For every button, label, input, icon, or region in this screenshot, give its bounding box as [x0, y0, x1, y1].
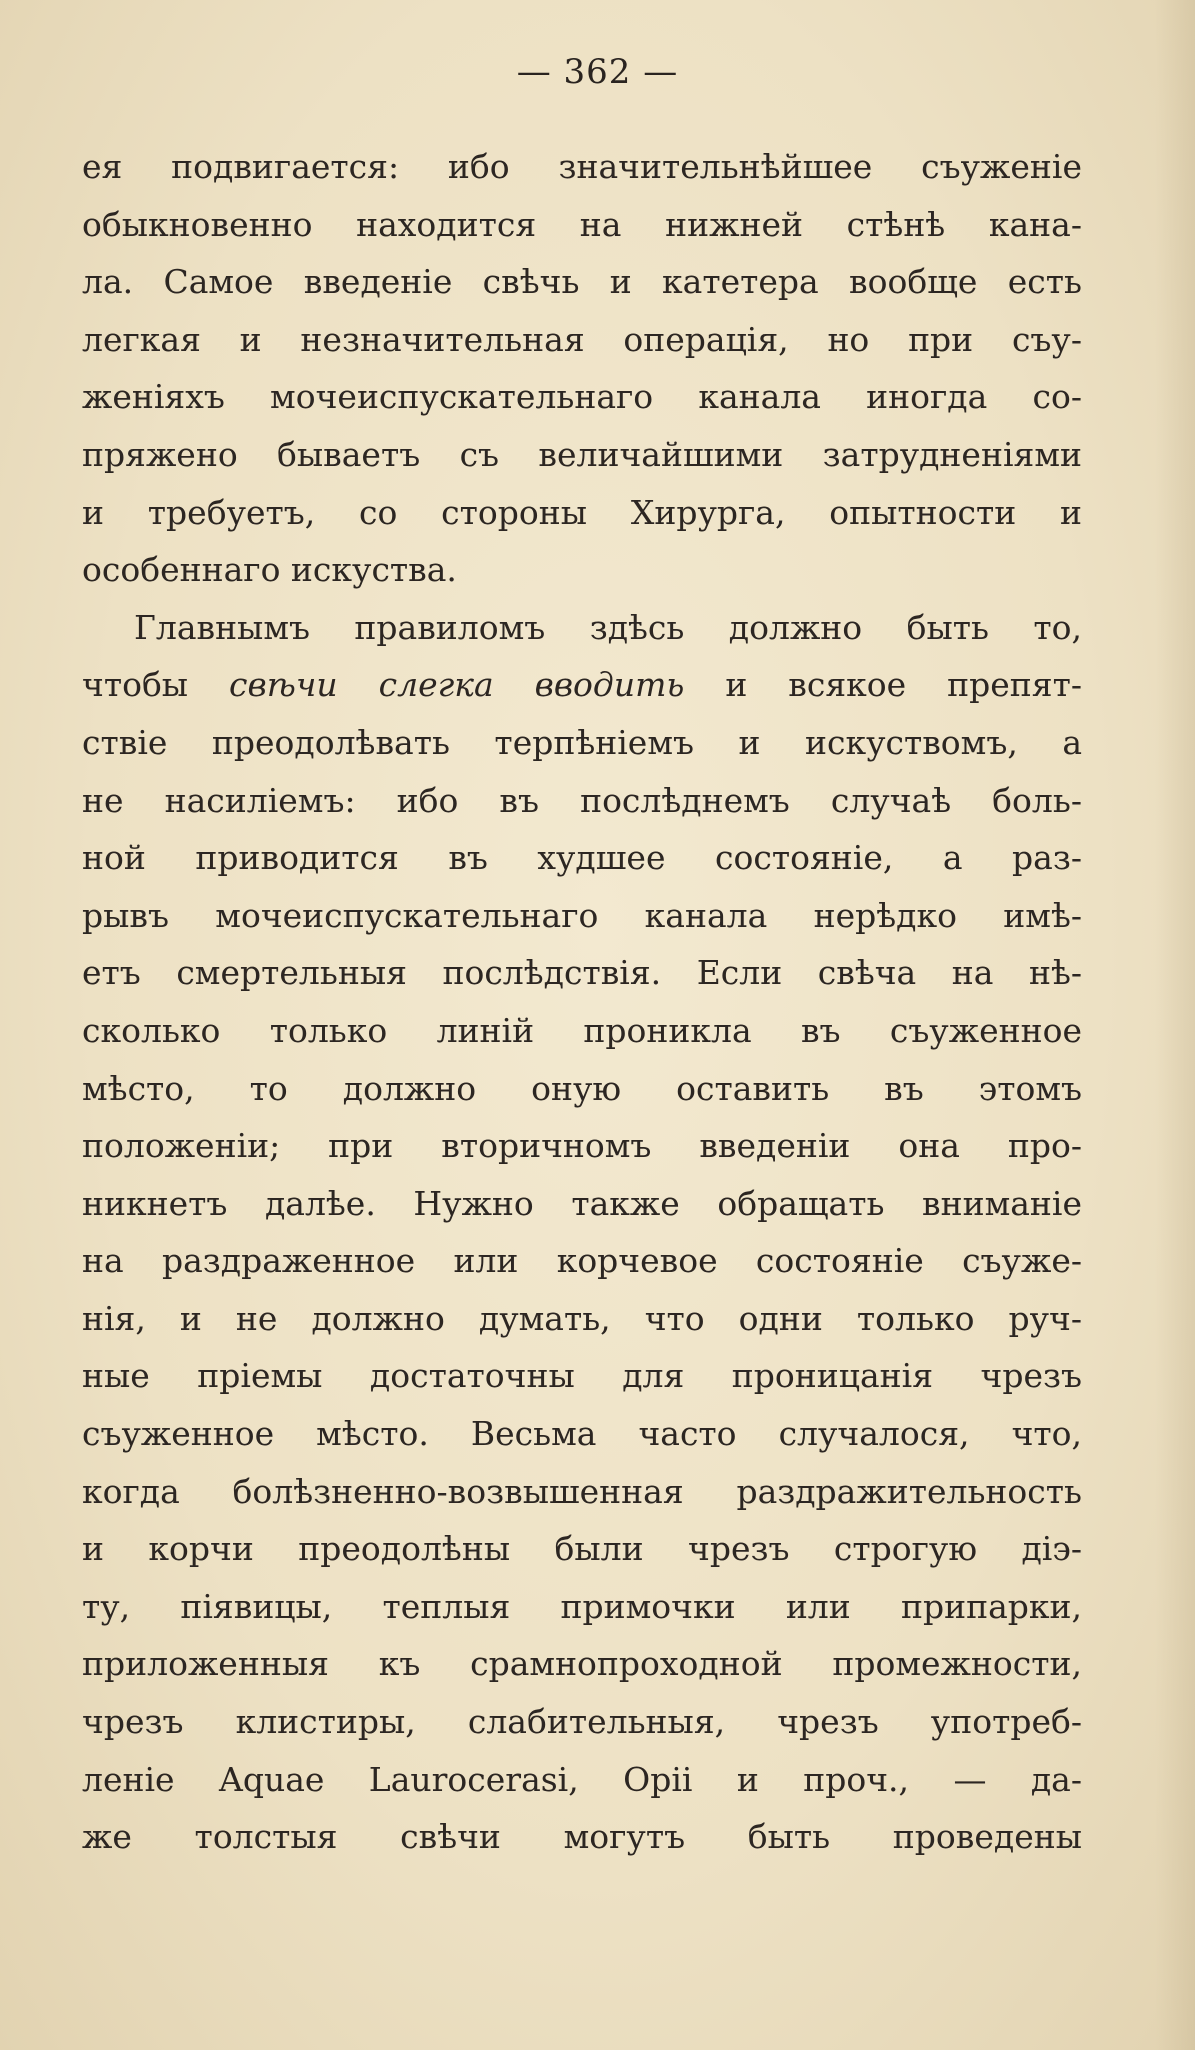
text-line: нія, и не должно думать, что одни только руч-: [82, 1298, 1082, 1338]
text-line: ея подвигается: ибо значительнѣйшее съуженіе: [82, 147, 1082, 186]
text-line: рывъ мочеиспускательнаго канала нерѣдко имѣ-: [82, 895, 1082, 935]
text-segment: и всякое препят-: [725, 665, 1082, 705]
text-line: ла. Самое введеніе свѣчь и катетера вообще есть: [82, 262, 1082, 302]
text-line: когда болѣзненно-возвышенная раздражительность: [82, 1471, 1082, 1511]
text-line: обыкновенно находится на нижней стѣнѣ кана-: [82, 204, 1082, 244]
text-line: чрезъ клистиры, слабительныя, чрезъ употреб-: [82, 1702, 1082, 1742]
text-line: Главнымъ правиломъ здѣсь должно быть то,: [134, 607, 1082, 647]
text-line: особеннаго искуства.: [82, 550, 457, 590]
text-segment: чтобы: [82, 665, 189, 705]
text-line: леніе Aquae Laurocerasi, Opii и проч., — да-: [82, 1759, 1082, 1799]
text-line: на раздраженное или корчевое состояніе съуже-: [82, 1241, 1082, 1281]
text-line: пряжено бываетъ съ величайшими затрудненіями: [82, 434, 1082, 474]
page-number: — 362 —: [516, 52, 679, 92]
text-line: же толстыя свѣчи могутъ быть проведены: [82, 1817, 1082, 1857]
text-line-mixed: [82, 656, 1082, 714]
text-line: положеніи; при вторичномъ введеніи она про-: [82, 1126, 1082, 1166]
text-line: мѣсто, то должно оную оставить въ этомъ: [82, 1068, 1082, 1108]
text-line: никнетъ далѣе. Нужно также обращать вниманіе: [82, 1183, 1082, 1223]
text-line: етъ смертельныя послѣдствія. Если свѣча на нѣ-: [82, 953, 1082, 993]
text-line: ствіе преодолѣвать терпѣніемъ и искуствомъ, а: [82, 722, 1082, 762]
text-line: не насиліемъ: ибо въ послѣднемъ случаѣ боль-: [82, 780, 1082, 820]
text-line: приложенныя къ срамнопроходной промежности,: [82, 1644, 1082, 1684]
text-line: сколько только линій проникла въ съуженное: [82, 1010, 1082, 1050]
emphasis-text: свѣчи слегка вводить: [229, 665, 685, 705]
text-line: и корчи преодолѣны были чрезъ строгую діэ-: [82, 1529, 1082, 1569]
body-text: [82, 138, 1082, 1866]
text-line: ные пріемы достаточны для проницанія чрезъ: [82, 1356, 1082, 1396]
text-line: ной приводится въ худшее состояніе, а раз-: [82, 838, 1082, 878]
text-line: легкая и незначительная операція, но при съу-: [82, 319, 1082, 359]
text-line: съуженное мѣсто. Весьма часто случалося, что,: [82, 1414, 1082, 1454]
text-line: и требуетъ, со стороны Хирурга, опытности и: [82, 492, 1082, 532]
text-line: ту, піявицы, теплыя примочки или припарки,: [82, 1586, 1082, 1626]
text-line: женіяхъ мочеиспускательнаго канала иногда со-: [82, 377, 1082, 417]
page-edge-shadow: [1155, 0, 1195, 2050]
